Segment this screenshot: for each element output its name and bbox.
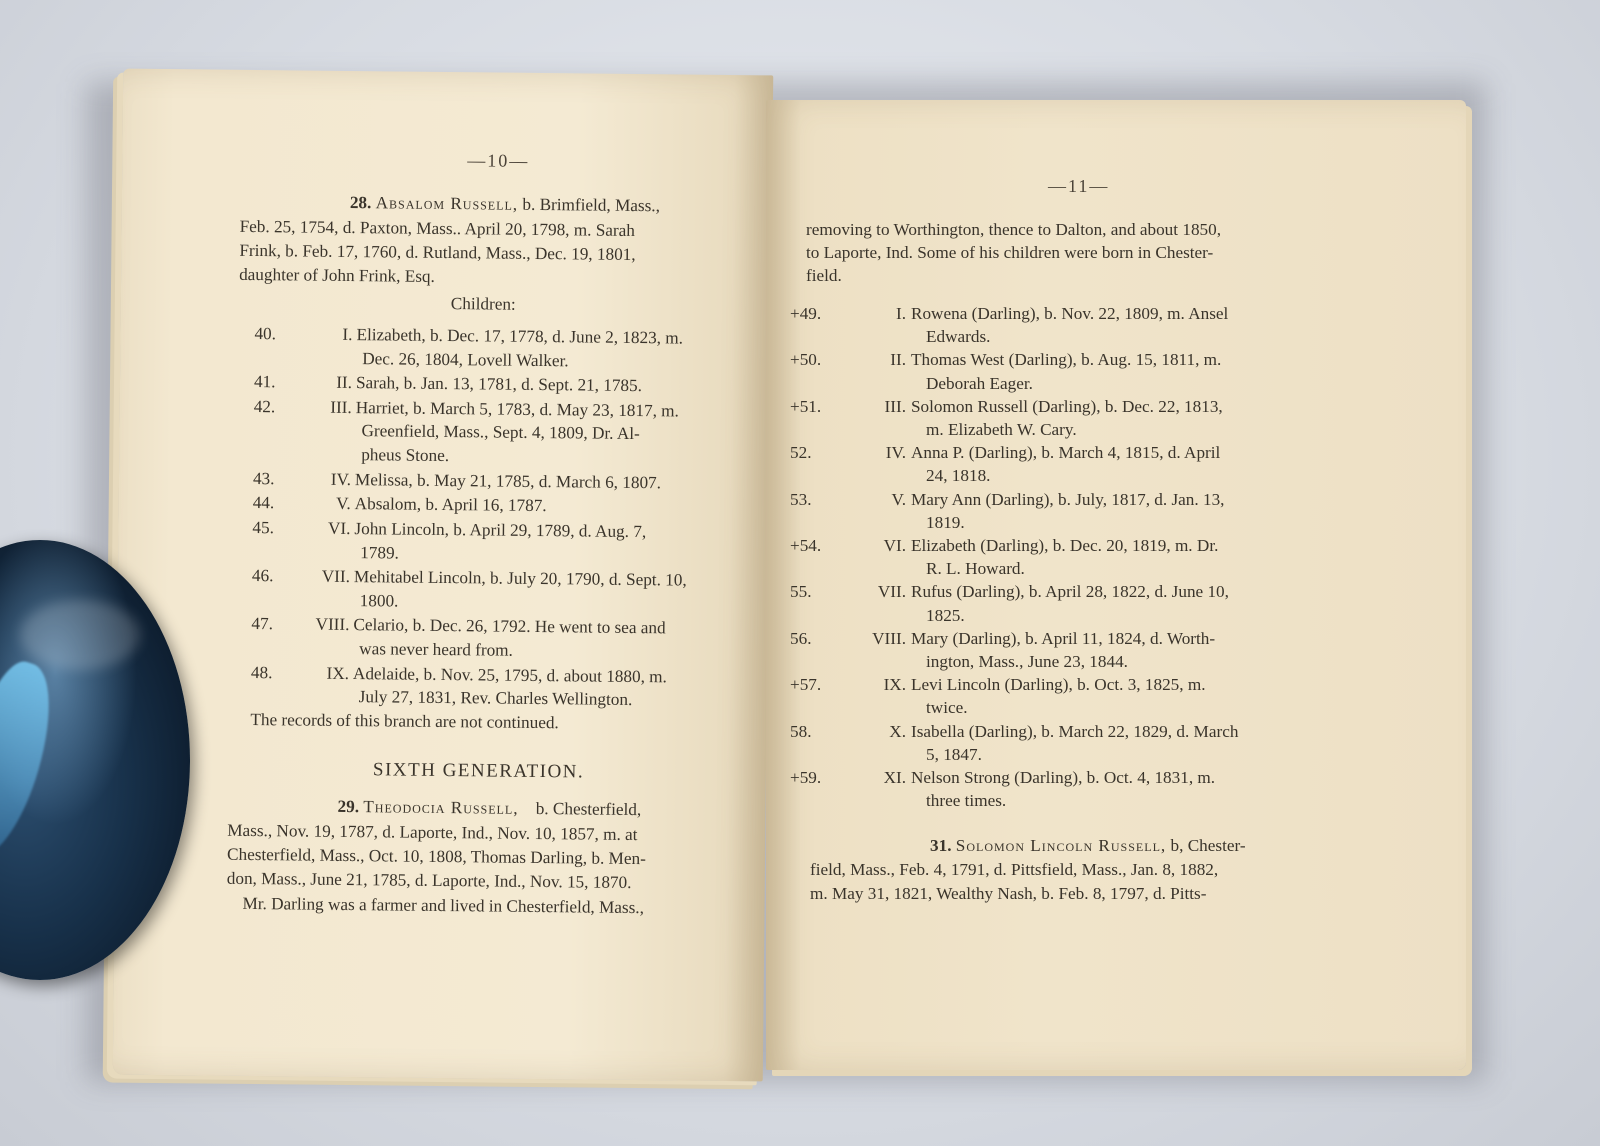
child-text-line: Absalom, b. April 16, 1787. [354, 494, 547, 516]
child-text-line: Melissa, b. May 21, 1785, d. March 6, 1807. [354, 469, 662, 492]
child-number: +57. [790, 675, 822, 695]
child-text-line: 1825. [926, 605, 965, 625]
child-text-line: Levi Lincoln (Darling), b. Oct. 3, 1825, m. [911, 675, 1206, 695]
roman-numeral: IX. [883, 675, 906, 695]
child-number: +50. [790, 350, 822, 370]
children-label: Children: [450, 294, 516, 314]
child-text-line: Mehitabel Lincoln, b. July 20, 1790, d. Sept. 10, [353, 567, 687, 590]
child-text-line: Celario, b. Dec. 26, 1792. He went to sea and [353, 615, 666, 638]
roman-numeral: VI. [883, 536, 906, 555]
child-number: +51. [790, 396, 822, 416]
child-text-line: m. Elizabeth W. Cary. [926, 419, 1077, 439]
child-text-line: Solomon Russell (Darling), b. Dec. 22, 1813, [911, 396, 1223, 416]
child-text-line: three times. [926, 791, 1007, 811]
records-note: The records of this branch are not continued. [250, 709, 559, 733]
entry-line: b. Brimfield, Mass., [522, 194, 661, 216]
entry-number: 29. [337, 796, 360, 817]
entry-number: 31. [930, 836, 952, 855]
roman-numeral: I. [895, 304, 906, 323]
roman-numeral: III. [884, 396, 906, 416]
child-number: +59. [790, 768, 822, 787]
child-text-line: John Lincoln, b. April 29, 1789, d. Aug. 7, [354, 519, 647, 542]
child-text-line: Nelson Strong (Darling), b. Oct. 4, 1831, m. [911, 768, 1216, 787]
child-number: 58. [790, 721, 812, 741]
person-name: Absalom Russell, [375, 193, 519, 214]
child-text-line: Mary Ann (Darling), b. July, 1817, d. Jan. 13, [911, 489, 1225, 509]
child-text-line: Dec. 26, 1804, Lovell Walker. [362, 348, 569, 370]
roman-numeral: X. [889, 721, 906, 741]
child-text-line: Elizabeth (Darling), b. Dec. 20, 1819, m. Dr. [911, 536, 1219, 555]
child-text-line: Isabella (Darling), b. March 22, 1829, d. March [911, 721, 1239, 741]
child-text-line: pheus Stone. [361, 445, 450, 465]
roman-numeral: II. [336, 373, 353, 393]
roman-numeral: VIII. [872, 628, 906, 648]
entry-line: field, Mass., Feb. 4, 1791, d. Pittsfield, Mass., Jan. 8, 1882, [810, 860, 1219, 879]
child-number: 40. [254, 324, 277, 344]
child-entry [118, 611, 738, 660]
roman-numeral: V. [891, 489, 906, 509]
page-number-left: —10— [467, 150, 530, 171]
child-number: 53. [790, 489, 812, 509]
entry-line: m. May 31, 1821, Wealthy Nash, b. Feb. 8, 1797, d. Pitts- [810, 884, 1207, 903]
child-text-line: Adelaide, b. Nov. 25, 1795, d. about 1880, m. [352, 663, 668, 686]
entry-number: 28. [349, 193, 372, 213]
child-text-line: Anna P. (Darling), b. March 4, 1815, d. April [911, 443, 1221, 463]
child-text-line: Rufus (Darling), b. April 28, 1822, d. June 10, [911, 582, 1229, 602]
child-text-line: Greenfield, Mass., Sept. 4, 1809, Dr. Al- [361, 421, 640, 444]
fishing-fly-image [0, 654, 69, 866]
child-text-line: 1819. [926, 512, 965, 532]
child-number: 44. [252, 493, 275, 513]
entry-line: Mass., Nov. 19, 1787, d. Laporte, Ind., Nov. 10, 1857, m. at [227, 820, 638, 845]
person-name: Theodocia Russell, [363, 797, 519, 818]
child-text-line: R. L. Howard. [926, 559, 1025, 579]
entry-line: Frink, b. Feb. 17, 1760, d. Rutland, Mass., Dec. 19, 1801, [239, 240, 636, 264]
entry-line: b, Chester- [1170, 836, 1246, 855]
roman-numeral: IV. [885, 443, 906, 463]
entry-line: Chesterfield, Mass., Oct. 10, 1808, Thomas Darling, b. Men- [226, 844, 646, 869]
child-number: 42. [253, 396, 276, 417]
person-name: Solomon Lincoln Russell, [955, 836, 1167, 855]
roman-numeral: VIII. [315, 615, 350, 635]
child-number: 41. [253, 372, 276, 392]
child-entry [118, 563, 738, 611]
child-number: 46. [251, 566, 274, 586]
child-number: 56. [790, 628, 812, 648]
child-text-line: July 27, 1831, Rev. Charles Wellington. [358, 687, 633, 710]
child-entry [121, 321, 741, 370]
roman-numeral: VII. [877, 582, 906, 602]
child-number: 45. [252, 518, 275, 538]
child-text-line: Rowena (Darling), b. Nov. 22, 1809, m. Ansel [911, 304, 1229, 323]
page-number-right: —11— [1048, 176, 1110, 196]
child-number: 52. [790, 443, 812, 463]
entry-line: Feb. 25, 1754, d. Paxton, Mass.. April 20, 1798, m. Sarah [239, 216, 636, 240]
entry-line: Mr. Darling was a farmer and lived in Chesterfield, Mass., [242, 893, 645, 918]
child-text-line: Sarah, b. Jan. 13, 1781, d. Sept. 21, 1785. [355, 373, 643, 396]
child-text-line: Harriet, b. March 5, 1783, d. May 23, 1817, m. [355, 397, 680, 421]
child-text-line: twice. [926, 698, 968, 718]
child-text-line: Elizabeth, b. Dec. 17, 1778, d. June 2, 1823, m. [356, 325, 684, 348]
child-text-line: 1800. [359, 590, 399, 611]
right-page [766, 100, 1466, 1070]
section-heading: SIXTH GENERATION. [372, 759, 585, 783]
intro-line: to Laporte, Ind. Some of his children were born in Chester- [806, 243, 1214, 262]
child-number: 43. [252, 468, 275, 488]
roman-numeral: VI. [327, 518, 351, 539]
child-number: +54. [790, 536, 822, 555]
roman-numeral: V. [336, 494, 351, 514]
child-text-line: 1789. [360, 542, 400, 563]
child-text-line: Thomas West (Darling), b. Aug. 15, 1811, m. [911, 350, 1222, 370]
child-number: +49. [790, 304, 822, 323]
roman-numeral: VII. [321, 566, 351, 587]
entry-line: don, Mass., June 21, 1785, d. Laporte, Ind., Nov. 15, 1870. [226, 868, 632, 892]
child-number: 47. [251, 614, 274, 634]
roman-numeral: II. [890, 350, 906, 370]
child-number: 55. [790, 582, 812, 602]
entry-line: b. Chesterfield, [535, 798, 642, 820]
roman-numeral: XI. [883, 768, 906, 787]
roman-numeral: I. [342, 324, 353, 345]
roman-numeral: III. [330, 397, 352, 417]
entry-line: daughter of John Frink, Esq. [239, 264, 435, 286]
roman-numeral: IX. [326, 663, 350, 683]
left-page [113, 69, 773, 1082]
child-text-line: was never heard from. [359, 639, 513, 660]
child-text-line: Mary (Darling), b. April 11, 1824, d. Worth- [911, 628, 1216, 648]
child-text-line: 24, 1818. [926, 466, 991, 486]
intro-line: field. [806, 266, 842, 285]
child-text-line: Deborah Eager. [926, 373, 1033, 393]
child-text-line: ington, Mass., June 23, 1844. [926, 651, 1128, 671]
intro-line: removing to Worthington, thence to Dalton, and about 1850, [806, 220, 1222, 239]
child-number: 48. [250, 662, 273, 682]
child-text-line: 5, 1847. [926, 744, 982, 764]
child-text-line: Edwards. [926, 327, 991, 347]
glass-glare [20, 600, 140, 670]
roman-numeral: IV. [330, 469, 352, 489]
